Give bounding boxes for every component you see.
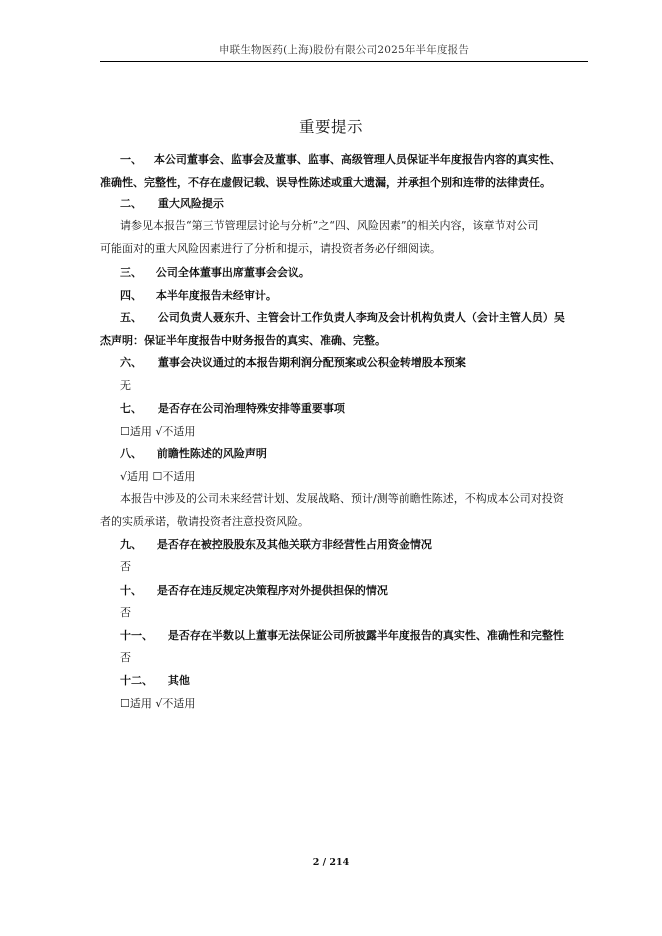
header-divider — [100, 61, 588, 62]
section-number: 五、 — [120, 311, 142, 324]
section-text: 重大风险提示 — [157, 197, 224, 210]
section-10-answer: 否 — [120, 606, 131, 619]
section-9-answer: 否 — [120, 560, 131, 573]
section-number: 八、 — [120, 447, 142, 460]
section-10-heading — [120, 582, 388, 598]
section-5-heading — [120, 309, 565, 325]
section-2-body-line-1: 请参见本报告“第三节管理层讨论与分析”之“四、风险因素”的相关内容，该章节对公司 — [120, 219, 539, 232]
section-8-answer: √适用 ☐不适用 — [120, 470, 196, 483]
section-text: 前瞻性陈述的风险声明 — [156, 447, 267, 460]
page-title: 重要提示 — [298, 118, 363, 136]
section-number: 九、 — [120, 538, 142, 551]
section-number: 一、 — [120, 153, 142, 166]
section-text: 是否存在被控股股东及其他关联方非经营性占用资金情况 — [156, 538, 432, 551]
page-number: 2 / 214 — [312, 857, 350, 868]
section-text: 公司负责人聂东升、主管会计工作负责人李珣及会计机构负责人（会计主管人员）吴 — [157, 311, 565, 324]
section-text: 其他 — [167, 674, 190, 687]
section-number: 七、 — [120, 402, 142, 415]
section-number: 十、 — [120, 584, 142, 597]
section-11-heading — [120, 627, 564, 643]
section-3-heading — [120, 264, 310, 280]
section-7-answer: ☐适用 √不适用 — [120, 425, 196, 438]
section-2-heading — [120, 195, 224, 211]
section-text: 是否存在半数以上董事无法保证公司所披露半年度报告的真实性、准确性和完整性 — [167, 629, 564, 642]
section-8-body-line-1: 本报告中涉及的公司未来经营计划、发展战略、预计/测等前瞻性陈述，不构成本公司对投资 — [120, 492, 564, 505]
section-number: 十二、 — [120, 674, 153, 687]
section-8-body-line-2: 者的实质承诺，敬请投资者注意投资风险。 — [100, 515, 309, 528]
section-9-heading — [120, 536, 432, 552]
section-text: 是否存在公司治理特殊安排等重要事项 — [157, 402, 345, 415]
section-6-answer: 无 — [120, 379, 131, 392]
section-text: 本公司董事会、监事会及董事、监事、高级管理人员保证半年度报告内容的真实性、 — [153, 153, 561, 166]
section-number: 六、 — [120, 356, 142, 369]
section-number: 十一、 — [120, 629, 153, 642]
section-12-answer: ☐适用 √不适用 — [120, 697, 196, 710]
section-text: 本半年度报告未经审计。 — [155, 289, 277, 302]
section-12-heading — [120, 672, 190, 688]
section-text: 董事会决议通过的本报告期利润分配预案或公积金转增股本预案 — [157, 356, 466, 369]
section-text: 是否存在违反规定决策程序对外提供担保的情况 — [156, 584, 388, 597]
section-2-body-line-2: 可能面对的重大风险因素进行了分析和提示，请投资者务必仔细阅读。 — [100, 242, 441, 255]
section-4-heading — [120, 287, 277, 303]
section-1-heading — [120, 151, 561, 167]
section-5-continuation: 杰声明：保证半年度报告中财务报告的真实、准确、完整。 — [100, 334, 386, 347]
section-number: 三、 — [120, 266, 142, 279]
section-8-heading — [120, 445, 267, 461]
section-number: 二、 — [120, 197, 142, 210]
section-1-continuation: 准确性、完整性，不存在虚假记载、误导性陈述或重大遗漏，并承担个别和连带的法律责任。 — [100, 176, 551, 189]
section-number: 四、 — [120, 289, 142, 302]
page-header: 申联生物医药(上海)股份有限公司2025年半年度报告 — [218, 44, 470, 56]
section-7-heading — [120, 400, 345, 416]
section-11-answer: 否 — [120, 651, 131, 664]
section-6-heading — [120, 354, 466, 370]
section-text: 公司全体董事出席董事会会议。 — [155, 266, 310, 279]
